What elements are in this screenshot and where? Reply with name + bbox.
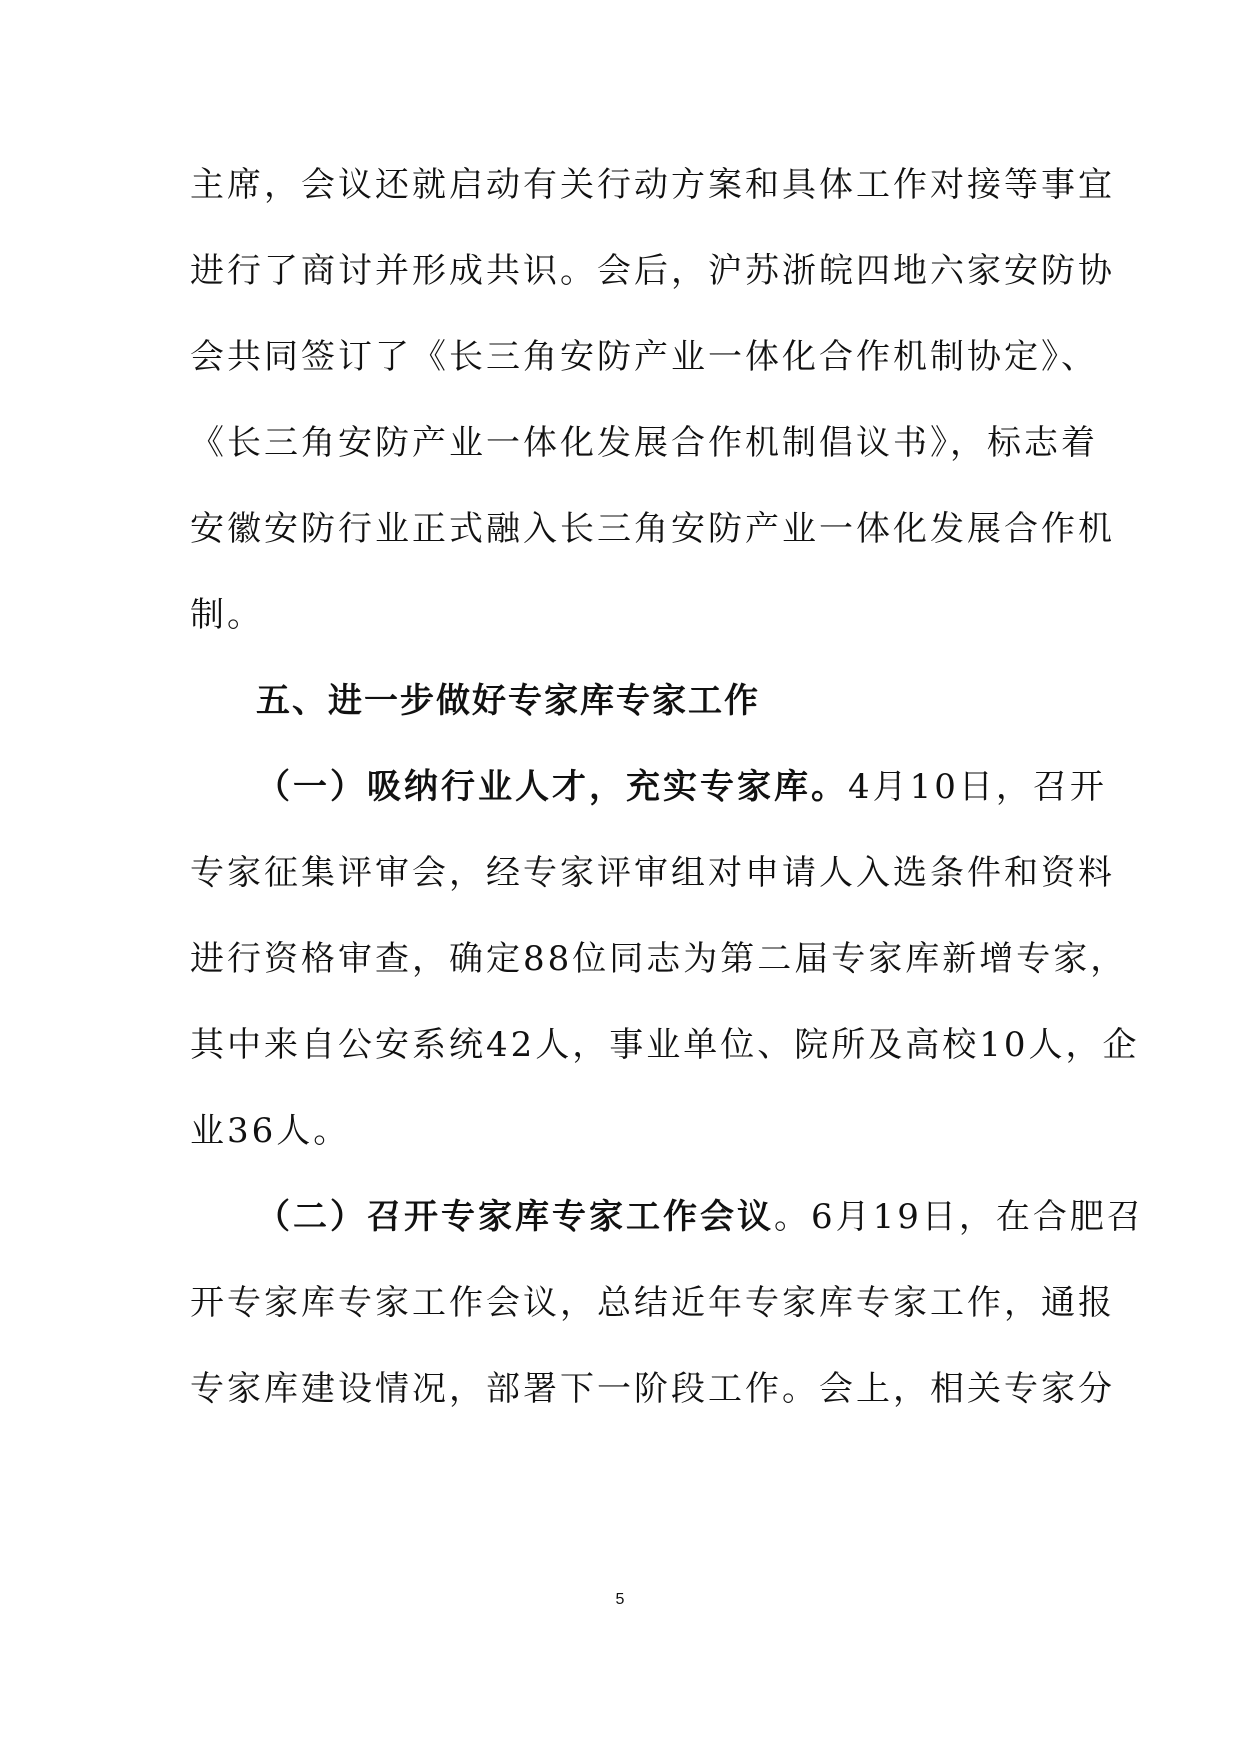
- paragraph-line: 安徽安防行业正式融入长三角安防产业一体化发展合作机: [190, 509, 1115, 549]
- page-number: 5: [615, 1591, 625, 1608]
- paragraph-line: 进行了商讨并形成共识。会后，沪苏浙皖四地六家安防协: [190, 251, 1115, 291]
- item1-title: （一）吸纳行业人才，充实专家库。: [256, 767, 848, 807]
- paragraph-line: 专家库建设情况，部署下一阶段工作。会上，相关专家分: [190, 1369, 1115, 1409]
- paragraph-line: 制。: [190, 595, 264, 635]
- section-heading: 五、进一步做好专家库专家工作: [256, 681, 760, 721]
- paragraph-line: 开专家库专家工作会议，总结近年专家库专家工作，通报: [190, 1283, 1115, 1323]
- paragraph-line: 《长三角安防产业一体化发展合作机制倡议书》，标志着: [190, 423, 1098, 463]
- item2-first-line: [256, 1197, 1144, 1237]
- paragraph-line: 业36人。: [190, 1111, 351, 1151]
- item1-text: 4月10日，召开: [848, 767, 1107, 807]
- paragraph-line: 其中来自公安系统42人，事业单位、院所及高校10人，企: [190, 1025, 1140, 1065]
- paragraph-line: 主席，会议还就启动有关行动方案和具体工作对接等事宜: [190, 165, 1115, 205]
- paragraph-line: 会共同签订了《长三角安防产业一体化合作机制协定》、: [190, 337, 1098, 377]
- paragraph-line: 进行资格审查，确定88位同志为第二届专家库新增专家，: [190, 939, 1128, 979]
- item2-text: 。6月19日，在合肥召: [774, 1197, 1144, 1237]
- item1-first-line: [256, 767, 1107, 807]
- paragraph-line: 专家征集评审会，经专家评审组对申请人入选条件和资料: [190, 853, 1115, 893]
- item2-title: （二）召开专家库专家工作会议: [256, 1197, 774, 1237]
